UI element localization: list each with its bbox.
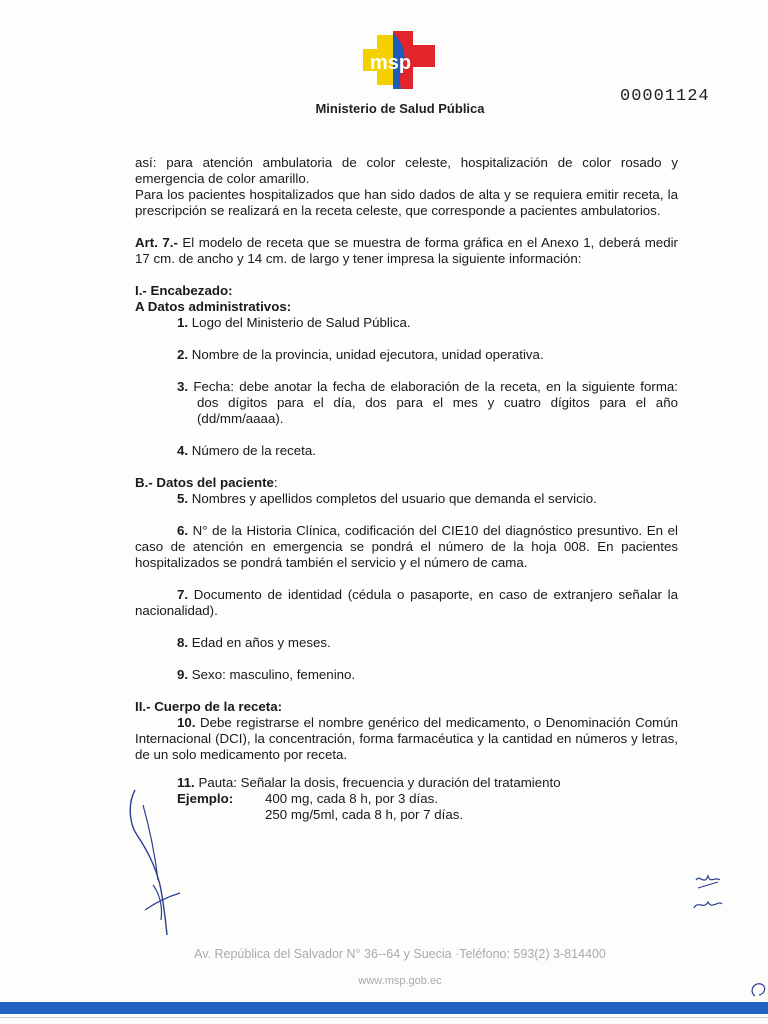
list-item-number: 10. (177, 715, 196, 730)
list-item-number: 8. (177, 635, 189, 650)
list-item-1 (135, 315, 678, 331)
list-item-2 (135, 347, 678, 363)
paragraph-hospitalized: Para los pacientes hospitalizados que han sido dados de alta y se requiera emitir receta, la prescripción se realizará en la receta celeste, que corresponde a pacientes ambulatorios. (135, 187, 678, 218)
list-item-11 (135, 775, 678, 791)
list-item-number: 4. (177, 443, 189, 458)
list-item-7 (135, 587, 678, 619)
list-item-4 (135, 443, 678, 459)
footer-address: Av. República del Salvador N° 36--64 y Suecia ·Teléfono: 593(2) 3-814400 (194, 947, 606, 961)
heading-datos-paciente-text: B.- Datos del paciente (135, 475, 274, 490)
heading-colon: : (273, 475, 278, 490)
example-row-2 (135, 807, 678, 823)
list-item-number: 7. (177, 587, 189, 602)
example-row-1 (135, 791, 678, 807)
list-item-text: Número de la receta. (188, 443, 316, 458)
paragraph-colors: así: para atención ambulatoria de color celeste, hospitalización de color rosado y emergencia de color amarillo. (135, 155, 678, 186)
example-label: Ejemplo: (177, 791, 234, 806)
list-item-number: 5. (177, 491, 189, 506)
list-item-text: Debe registrarse el nombre genérico del medicamento, o Denominación Común Internacional (DCI), la concentración, forma farmacéutica y la cantidad en números y letras, de un solo medicamento por receta. (135, 715, 678, 762)
heading-encabezado: I.- Encabezado: (135, 283, 233, 298)
corner-mark (745, 978, 768, 998)
example-line: 400 mg, cada 8 h, por 3 días. (265, 791, 438, 806)
footer-blue-bar (0, 1002, 768, 1014)
list-item-text: Nombre de la provincia, unidad ejecutora, unidad operativa. (188, 347, 544, 362)
article-7 (135, 235, 678, 267)
list-item-number: 6. (177, 523, 189, 538)
heading-datos-administrativos: A Datos administrativos: (135, 299, 292, 314)
article-7-text: El modelo de receta que se muestra de forma gráfica en el Anexo 1, deberá medir 17 cm. de ancho y 14 cm. de largo y tener impresa la siguiente información: (135, 235, 678, 266)
heading-cuerpo-receta: II.- Cuerpo de la receta: (135, 699, 283, 714)
msp-logo-graphic (363, 31, 435, 89)
list-item-text: Nombres y apellidos completos del usuario que demanda el servicio. (188, 491, 597, 506)
list-item-9 (135, 667, 678, 683)
list-item-text: Documento de identidad (cédula o pasaporte, en caso de extranjero señalar la nacionalidad). (135, 587, 678, 618)
msp-logo (363, 31, 435, 89)
handwritten-signature (125, 785, 195, 945)
footer-website: www.msp.gob.ec (358, 975, 442, 987)
list-item-5 (135, 491, 678, 507)
list-item-text: Fecha: debe anotar la fecha de elaboración de la receta, en la siguiente forma: dos dígitos para el día, dos para el mes y cuatro dígitos para el año (dd/mm/aaaa). (188, 379, 678, 426)
list-item-6 (135, 523, 678, 571)
list-item-8 (135, 635, 678, 651)
footer-divider (0, 1017, 768, 1018)
list-item-text: Logo del Ministerio de Salud Pública. (188, 315, 411, 330)
example-line: 250 mg/5ml, cada 8 h, por 7 días. (265, 807, 464, 822)
heading-datos-paciente (135, 475, 678, 491)
list-item-10 (135, 715, 678, 763)
list-item-text: Edad en años y meses. (188, 635, 331, 650)
list-item-text: Pauta: Señalar la dosis, frecuencia y duración del tratamiento (194, 775, 561, 790)
list-item-number: 2. (177, 347, 189, 362)
list-item-number: 11. (177, 775, 195, 790)
list-item-text: Sexo: masculino, femenino. (188, 667, 356, 682)
article-7-label: Art. 7.- (135, 235, 178, 250)
logo-letters: msp (370, 52, 412, 74)
list-item-text: N° de la Historia Clínica, codificación del CIE10 del diagnóstico presuntivo. En el caso de atención en emergencia se pondrá el número de la hoja 008. En pacientes hospitalizados se pondrá también el servicio y el número de cama. (135, 523, 678, 570)
document-body (135, 155, 678, 823)
list-item-number: 9. (177, 667, 189, 682)
document-number: 00001124 (620, 87, 710, 106)
list-item-number: 3. (177, 379, 189, 394)
handwritten-initials (690, 870, 730, 920)
list-item-number: 1. (177, 315, 189, 330)
ministry-name: Ministerio de Salud Pública (315, 101, 485, 116)
list-item-3 (135, 379, 678, 427)
